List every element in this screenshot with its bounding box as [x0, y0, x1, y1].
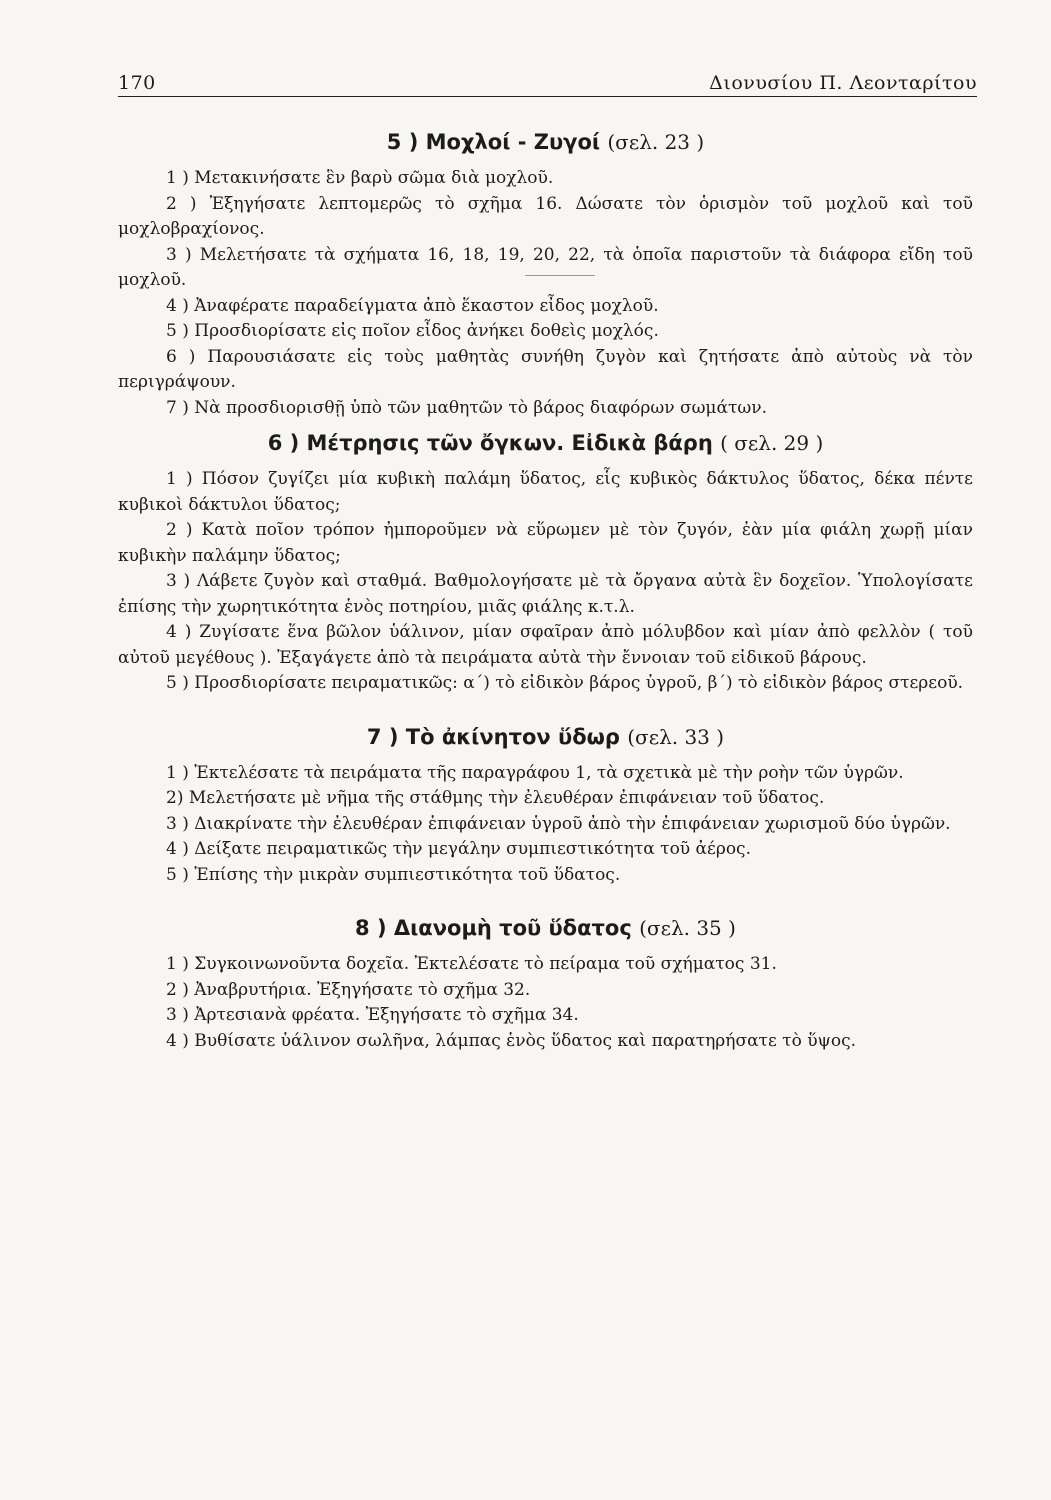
list-item: 5 ) Ἐπίσης τὴν μικρὰν συμπιεστικότητα τοῦ ὕδατος.	[166, 864, 621, 885]
section-heading: 8 ) Διανομὴ τοῦ ὕδατος	[355, 916, 632, 940]
page-reference: (σελ. 35 )	[639, 916, 736, 940]
list-item: 6 ) Παρουσιάσατε εἰς τοὺς μαθητὰς συνήθη ζυγὸν καὶ ζητήσατε ἀπὸ αὐτοὺς νὰ τὸν περιγράψουν.	[118, 346, 973, 392]
list-item: 3 ) Διακρίνατε τὴν ἐλευθέραν ἐπιφάνειαν ὑγροῦ ἀπὸ τὴν ἐπιφάνειαν χωρισμοῦ δύο ὑγρῶν.	[166, 813, 951, 834]
list-item: 1 ) Μετακινήσατε ἓν βαρὺ σῶμα διὰ μοχλοῦ.	[166, 168, 554, 188]
list-item: 5 ) Προσδιορίσατε πειραματικῶς: α΄) τὸ εἰδικὸν βάρος ὑγροῦ, β΄) τὸ εἰδικὸν βάρος στερεοῦ.	[166, 673, 964, 693]
list-item: 2 ) Κατὰ ποῖον τρόπον ἠμποροῦμεν νὰ εὕρωμεν μὲ τὸν ζυγόν, ἐὰν μία φιάλη χωρῇ μίαν κυβικὴν παλάμην ὕδατος;	[118, 520, 973, 566]
list-item: 2 ) Ἐξηγήσατε λεπτομερῶς τὸ σχῆμα 16. Δώσατε τὸν ὁρισμὸν τοῦ μοχλοῦ καὶ τοῦ μοχλοβραχίονος.	[118, 193, 973, 239]
list-item: 2) Μελετήσατε μὲ νῆμα τῆς στάθμης τὴν ἐλευθέραν ἐπιφάνειαν τοῦ ὕδατος.	[166, 788, 825, 808]
list-item: 4 ) Ἀναφέρατε παραδείγματα ἀπὸ ἕκαστον εἶδος μοχλοῦ.	[166, 295, 659, 316]
page-content	[118, 126, 973, 1054]
list-item: 4 ) Βυθίσατε ὑάλινον σωλῆνα, λάμπας ἑνὸς ὕδατος καὶ παρατηρήσατε τὸ ὕψος.	[166, 1030, 857, 1051]
section-heading: 6 ) Μέτρησις τῶν ὄγκων. Εἰδικὰ βάρη	[267, 431, 713, 455]
section-heading: 7 ) Τὸ ἀκίνητον ὕδωρ	[366, 724, 620, 749]
list-item: 2 ) Ἀναβρυτήρια. Ἐξηγήσατε τὸ σχῆμα 32.	[166, 979, 531, 1000]
list-item: 1 ) Ἐκτελέσατε τὰ πειράματα τῆς παραγράφου 1, τὰ σχετικὰ μὲ τὴν ροὴν τῶν ὑγρῶν.	[166, 762, 904, 783]
page-reference: (σελ. 33 )	[627, 724, 725, 749]
section-title	[118, 427, 973, 459]
list-item: 4 ) Ζυγίσατε ἕνα βῶλον ὑάλινον, μίαν σφαῖραν ἀπὸ μόλυβδον καὶ μίαν ἀπὸ φελλὸν ( τοῦ αὐτοῦ μεγέθους ). Ἐξαγάγετε ἀπὸ τὰ πειράματα αὐτὰ τὴν ἔννοιαν τοῦ εἰδικοῦ βάρους.	[118, 622, 973, 668]
header-rule	[118, 96, 977, 97]
section-title	[118, 912, 973, 944]
page-reference: ( σελ. 29 )	[720, 431, 824, 455]
page-reference: (σελ. 23 )	[607, 130, 705, 154]
list-item: 1 ) Πόσον ζυγίζει μία κυβικὴ παλάμη ὕδατος, εἷς κυβικὸς δάκτυλος ὕδατος, δέκα πέντε κυβικοὶ δάκτυλοι ὕδατος;	[118, 469, 973, 515]
list-item: 3 ) Μελετήσατε τὰ σχήματα 16, 18, 19, 20, 22, τὰ ὁποῖα παριστοῦν τὰ διάφορα εἴδη τοῦ μοχλοῦ.	[118, 244, 973, 290]
section-title	[118, 721, 973, 753]
running-head	[118, 64, 977, 94]
section-title	[118, 126, 973, 158]
running-title: Διονυσίου Π. Λεονταρίτου	[709, 72, 977, 94]
list-item: 5 ) Προσδιορίσατε εἰς ποῖον εἶδος ἀνήκει δοθεὶς μοχλός.	[166, 321, 659, 341]
list-item: 1 ) Συγκοινωνοῦντα δοχεῖα. Ἐκτελέσατε τὸ πείραμα τοῦ σχήματος 31.	[166, 954, 777, 974]
list-item: 7 ) Νὰ προσδιορισθῇ ὑπὸ τῶν μαθητῶν τὸ βάρος διαφόρων σωμάτων.	[166, 397, 767, 418]
list-item: 4 ) Δείξατε πειραματικῶς τὴν μεγάλην συμπιεστικότητα τοῦ ἀέρος.	[166, 839, 751, 859]
section-heading: 5 ) Μοχλοί - Ζυγοί	[386, 130, 601, 154]
list-item: 3 ) Λάβετε ζυγὸν καὶ σταθμά. Βαθμολογήσατε μὲ τὰ ὄργανα αὐτὰ ἓν δοχεῖον. Ὑπολογίσατε ἐπίσης τὴν χωρητικότητα ἑνὸς ποτηρίου, μιᾶς φιάλης κ.τ.λ.	[118, 571, 973, 617]
list-item: 3 ) Ἀρτεσιανὰ φρέατα. Ἐξηγήσατε τὸ σχῆμα 34.	[166, 1005, 579, 1025]
page-number: 170	[118, 72, 156, 94]
